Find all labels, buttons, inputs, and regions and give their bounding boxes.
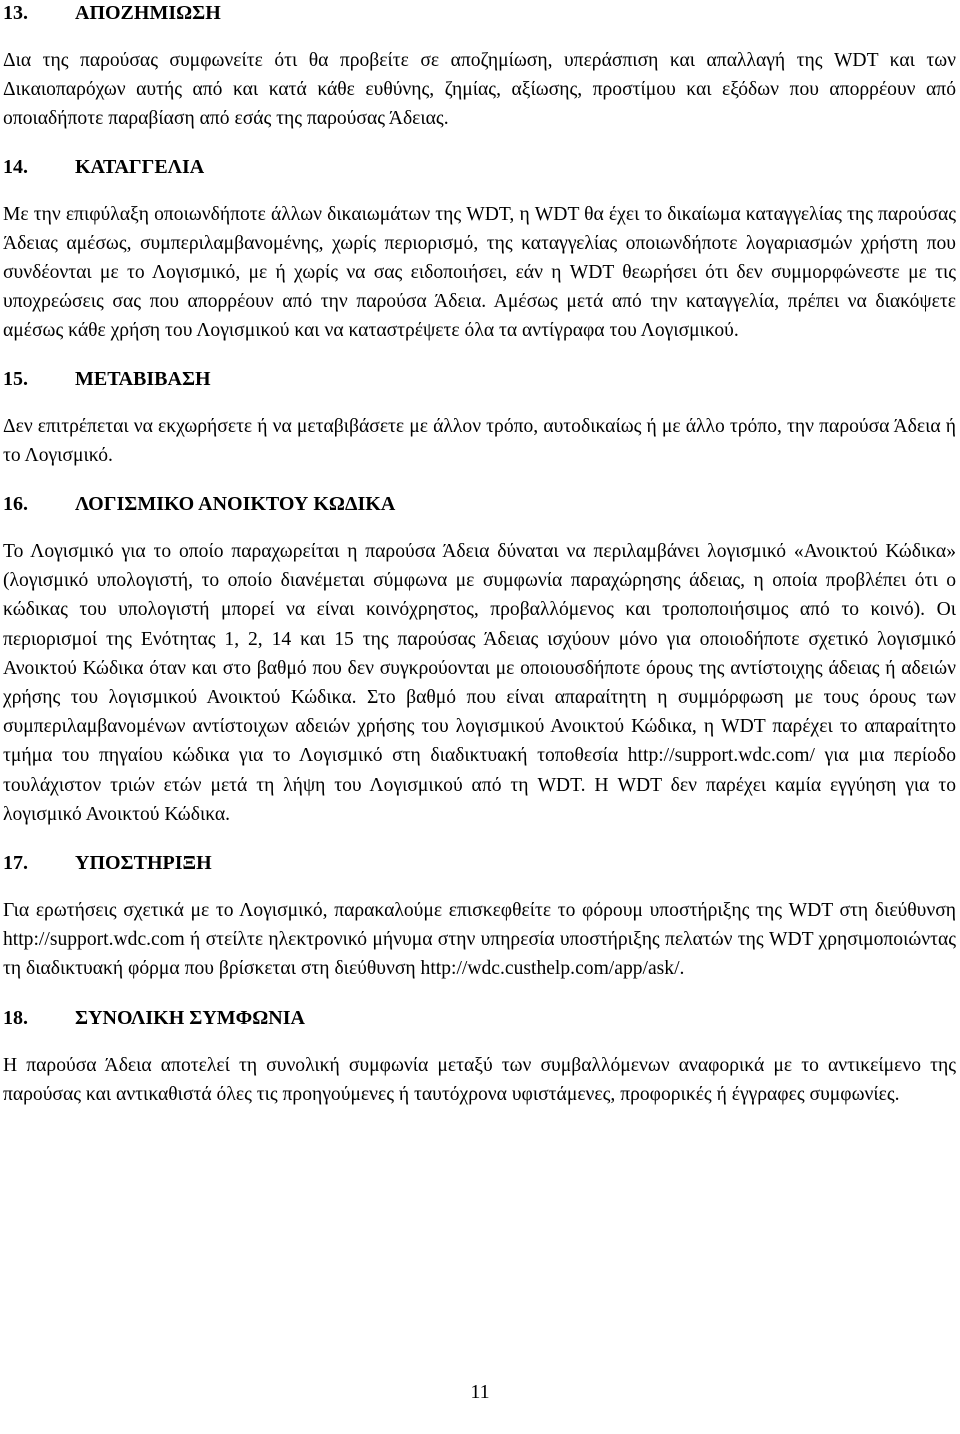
section-title: ΣΥΝΟΛΙΚΗ ΣΥΜΦΩΝΙΑ [75,1006,305,1029]
section-18 [3,1006,956,1109]
section-heading [3,851,956,875]
section-heading [3,492,956,516]
section-13 [3,0,956,134]
section-paragraph: Δια της παρούσας συμφωνείτε ότι θα προβείτε σε αποζημίωση, υπεράσπιση και απαλλαγή της WDT και των Δικαιοπαρόχων αυτής από και κατά κάθε ευθύνης, ζημίας, αξίωσης, προστίμου και εξόδων που απορρέουν από οποιαδήποτε παραβίαση από εσάς της παρούσας Άδειας. [3,50,956,130]
section-14 [3,155,956,346]
document-page [3,0,956,1109]
section-title: ΜΕΤΑΒΙΒΑΣΗ [75,367,211,390]
section-paragraph: Δεν επιτρέπεται να εκχωρήσετε ή να μεταβιβάσετε με άλλον τρόπο, αυτοδικαίως ή με άλλο τρόπο, την παρούσα Άδεια ή το Λογισμικό. [3,415,956,466]
section-title: ΥΠΟΣΤΗΡΙΞΗ [75,852,212,875]
section-paragraph: Το Λογισμικό για το οποίο παραχωρείται η παρούσα Άδεια δύναται να περιλαμβάνει λογισμικό «Ανοικτού Κώδικα» (λογισμικό υπολογιστή, το οποίο διανέμεται σύμφωνα με συμφωνία παραχώρησης άδειας, η οποία προβλέπει ότι ο κώδικας του υπολογιστή μπορεί να είναι κοινόχρηστος, προβαλλόμενος και τροποποιήσιμος από το κοινό). Οι περιορισμοί της Ενότητας 1, 2, 14 και 15 της παρούσας Άδειας ισχύουν μόνο για οποιοδήποτε σχετικό λογισμικό Ανοικτού Κώδικα όταν και στο βαθμό που δεν συγκρούονται με οποιουσδήποτε όρους της αντίστοιχης άδειας ή αδειών χρήσης του λογισμικού Ανοικτού Κώδικα. Στο βαθμό που είναι απαραίτητη η συμμόρφωση με τους όρους των συμπεριλαμβανομένων αντίστοιχων αδειών χρήσης του λογισμικού Ανοικτού Κώδικα, η WDT παρέχει το απαραίτητο τμήμα του πηγαίου κώδικα για το Λογισμικό στη διαδικτυακή τοποθεσία http://support.wdc.com/ για μια περίοδο τουλάχιστον τριών ετών μετά τη λήψη του Λογισμικού από τη WDT. Η WDT δεν παρέχει καμία εγγύηση για το λογισμικό Ανοικτού Κώδικα. [3,541,956,825]
section-title: ΚΑΤΑΓΓΕΛΙΑ [75,155,205,178]
section-paragraph: Η παρούσα Άδεια αποτελεί τη συνολική συμφωνία μεταξύ των συμβαλλόμενων αναφορικά με το αντικείμενο της παρούσας και αντικαθιστά όλες τις προηγούμενες ή ταυτόχρονα υφιστάμενες, προφορικές ή έγγραφες συμφωνίες. [3,1054,956,1105]
section-heading [3,155,956,179]
section-17 [3,851,956,984]
section-16 [3,492,956,829]
section-number: 13. [3,2,28,24]
section-title: ΑΠΟΖΗΜΙΩΣΗ [75,2,221,24]
section-number: 18. [3,1006,28,1029]
section-number: 15. [3,367,28,390]
page-number: 11 [470,1381,490,1403]
section-number: 16. [3,493,28,516]
section-number: 17. [3,852,28,875]
section-number: 14. [3,155,28,178]
section-15 [3,367,956,470]
section-heading [3,0,956,25]
section-heading [3,1006,956,1030]
section-heading [3,367,956,391]
section-title: ΛΟΓΙΣΜΙΚΟ ΑΝΟΙΚΤΟΥ ΚΩΔΙΚΑ [75,493,396,516]
section-paragraph: Για ερωτήσεις σχετικά με το Λογισμικό, παρακαλούμε επισκεφθείτε το φόρουμ υποστήριξης της WDT στη διεύθυνση http://support.wdc.com ή στείλτε ηλεκτρονικό μήνυμα στην υπηρεσία υποστήριξης πελατών της WDT χρησιμοποιώντας τη διαδικτυακή φόρμα που βρίσκεται στη διεύθυνση http://wdc.custhelp.com/app/ask/. [3,900,956,980]
section-paragraph: Με την επιφύλαξη οποιωνδήποτε άλλων δικαιωμάτων της WDT, η WDT θα έχει το δικαίωμα καταγγελίας της παρούσας Άδειας αμέσως, συμπεριλαμβανομένης, χωρίς περιορισμό, της καταγγελίας οποιωνδήποτε λογαριασμών χρήστη που συνδέονται με το Λογισμικό, με ή χωρίς να σας ειδοποιήσει, εάν η WDT θεωρήσει ότι δεν συμμορφώνεστε με τις υποχρεώσεις σας που απορρέουν από την παρούσα Άδεια. Αμέσως μετά από την καταγγελία, πρέπει να διακόψετε αμέσως κάθε χρήση του Λογισμικού και να καταστρέψετε όλα τα αντίγραφα του Λογισμικού. [3,203,956,342]
